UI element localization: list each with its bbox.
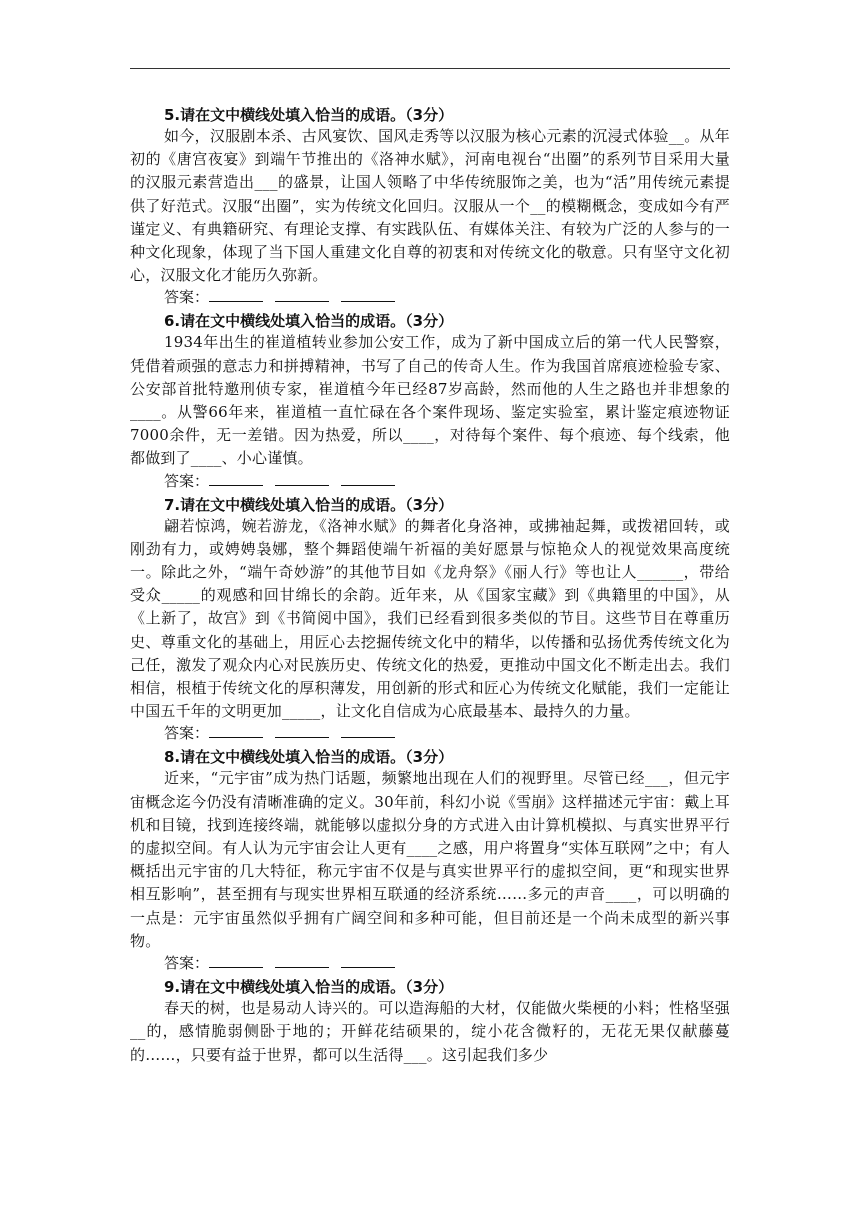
answer-line [130, 953, 730, 974]
answer-label: 答案： [164, 954, 210, 973]
answer-blank[interactable] [209, 723, 263, 738]
question-9 [130, 977, 730, 1067]
question-title: 9.请在文中横线处填入恰当的成语。（3分） [164, 978, 454, 997]
answer-blank[interactable] [209, 471, 263, 486]
header-rule [130, 68, 730, 69]
question-8 [130, 747, 730, 974]
answer-blank[interactable] [341, 953, 395, 968]
answer-blank[interactable] [275, 723, 329, 738]
answer-blank[interactable] [275, 471, 329, 486]
answer-blank[interactable] [209, 287, 263, 302]
question-title: 7.请在文中横线处填入恰当的成语。（3分） [164, 495, 454, 514]
answer-label: 答案： [164, 288, 210, 307]
answer-line [130, 471, 730, 492]
answer-blank[interactable] [341, 723, 395, 738]
answer-blank[interactable] [275, 287, 329, 302]
question-passage: 1934年出生的崔道植转业参加公安工作，成为了新中国成立后的第一代人民警察，凭借着顽强的意志力和拼搏精神，书写了自己的传奇人生。作为我国首席痕迹检验专家、公安部首批特邀刑侦专家，崔道植今年已经87岁高龄，然而他的人生之路也并非想象的____。从警66年来，崔道植一直忙碌在各个案件现场、鉴定实验室，累计鉴定痕迹物证7000余件，无一差错。因为热爱，所以____，对待每个案件、每个痕迹、每个线索，他都做到了____、小心谨慎。 [130, 333, 730, 468]
question-7 [130, 495, 730, 745]
question-title: 5.请在文中横线处填入恰当的成语。（3分） [164, 106, 454, 124]
question-passage: 如今，汉服剧本杀、古风宴饮、国风走秀等以汉服为核心元素的沉浸式体验__。从年初的《唐宫夜宴》到端午节推出的《洛神水赋》，河南电视台“出圈”的系列节目采用大量的汉服元素营造出___的盛景，让国人领略了中华传统服饰之美，也为“活”用传统元素提供了好范式。汉服“出圈”，实为传统文化回归。汉服从一个__的模糊概念，变成如今有严谨定义、有典籍研究、有理论支撑、有实践队伍、有媒体关注、有较为广泛的人参与的一种文化现象，体现了当下国人重建文化自尊的初衷和对传统文化的敬意。只有坚守文化初心，汉服文化才能历久弥新。 [130, 127, 730, 285]
answer-blank[interactable] [275, 953, 329, 968]
question-passage: 春天的树，也是易动人诗兴的。可以造海船的大材，仅能做火柴梗的小料；性格坚强__的，感情脆弱侧卧于地的；开鲜花结硕果的，绽小花含微籽的，无花无果仅献藤蔓的……，只要有益于世界，都可以生活得___。这引起我们多少 [130, 999, 730, 1064]
question-6 [130, 311, 730, 491]
question-passage: 翩若惊鸿，婉若游龙，《洛神水赋》的舞者化身洛神，或拂袖起舞，或拨裙回转，或刚劲有力，或娉娉袅娜，整个舞蹈使端午祈福的美好愿景与惊艳众人的视觉效果高度统一。除此之外，“端午奇妙游”的其他节目如《龙舟祭》《丽人行》等也让人______，带给受众_____的观感和回甘绵长的余韵。近年来，从《国家宝藏》到《典籍里的中国》，从《上新了，故宫》到《书简阅中国》，我们已经看到很多类似的节目。这些节目在尊重历史、尊重文化的基础上，用匠心去挖掘传统文化中的精华，以传播和弘扬优秀传统文化为己任，激发了观众内心对民族历史、传统文化的热爱，更推动中国文化不断走出去。我们相信，根植于传统文化的厚积薄发，用创新的形式和匠心为传统文化赋能，我们一定能让中国五千年的文明更加_____，让文化自信成为心底最基本、最持久的力量。 [130, 516, 730, 721]
question-passage: 近来，“元宇宙”成为热门话题，频繁地出现在人们的视野里。尽管已经___，但元宇宙概念迄今仍没有清晰准确的定义。30年前，科幻小说《雪崩》这样描述元宇宙：戴上耳机和目镜，找到连接终端，就能够以虚拟分身的方式进入由计算机模拟、与真实世界平行的虚拟空间。有人认为元宇宙会让人更有____之感，用户将置身“实体互联网”之中；有人概括出元宇宙的几大特征，称元宇宙不仅是与真实世界平行的虚拟空间，更“和现实世界相互影响”，甚至拥有与现实世界相互联通的经济系统……多元的声音____，可以明确的一点是：元宇宙虽然似乎拥有广阔空间和多种可能，但目前还是一个尚未成型的新兴事物。 [130, 769, 730, 950]
answer-blank[interactable] [341, 287, 395, 302]
answer-line [130, 723, 730, 744]
answer-label: 答案： [164, 471, 210, 490]
question-title: 6.请在文中横线处填入恰当的成语。（3分） [164, 312, 454, 331]
question-title: 8.请在文中横线处填入恰当的成语。（3分） [164, 748, 454, 767]
document-page [130, 102, 730, 1067]
answer-line [130, 287, 730, 308]
question-5 [130, 105, 730, 308]
answer-blank[interactable] [209, 953, 263, 968]
answer-label: 答案： [164, 724, 210, 743]
answer-blank[interactable] [341, 471, 395, 486]
